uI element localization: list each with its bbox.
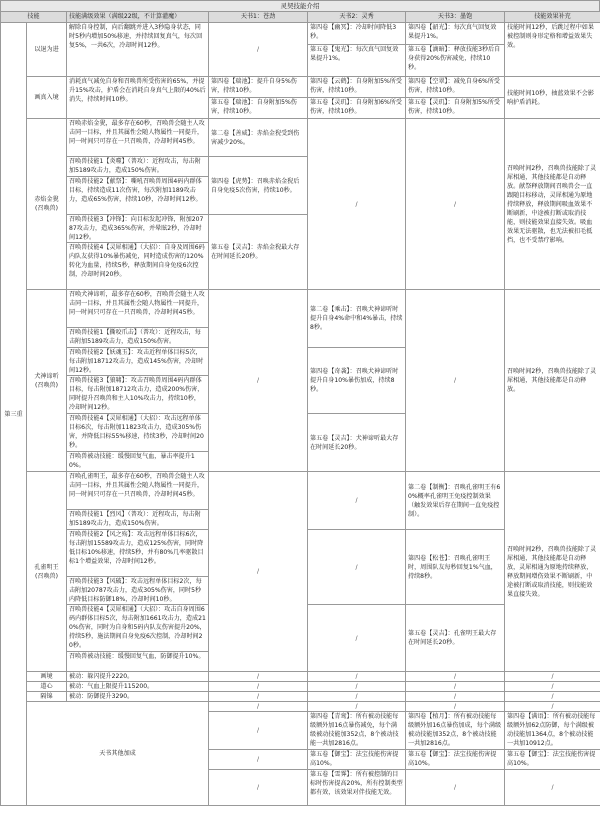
empty-cell: / (505, 702, 600, 712)
tianshu-1-cell: 第五卷【御宝】：法宝技能伤害提高10%。 (308, 750, 406, 770)
note-cell: 召唤时间2秒，召唤兽技能除了灵犀相通，其他技能都是自动释放。献祭释放期间召唤兽会一直跟随目标移动，灵犀相通为原地持续释放，释放期间吸血效果不断刷新，中途被打断或取消技能，则技能效果直接失效。吸血效果无法驱散，也无法被扣毛抵挡，也不受禁疗影响。 (505, 119, 600, 290)
page-title: 灵契技能介绍 (0, 0, 600, 11)
skill-name (27, 119, 67, 290)
empty-cell: / (406, 119, 505, 290)
skill-effect: 召唤孔雀明王，最多存在60秒，召唤兽会随主人攻击同一目标，并且其属性会随人物属性一同提升，同一时间只可存在一只召唤兽，冷却时间45秒。 (67, 472, 209, 510)
summon-skill: 召唤兽技能1【撕咬爪击】（普攻）：近程攻击，每击附加5189攻击力，造成150%伤害。 (67, 328, 209, 348)
header-skill: 技能 (1, 12, 67, 23)
empty-cell: / (209, 770, 308, 806)
skill-name-text: 赤焰金猊 (34, 196, 59, 203)
note-cell: 技能时间12秒，后跳过程中如果被控制则身形定格和增益效果失效。 (505, 23, 600, 77)
note-cell: 技能时间10秒，抽蓝效果不会影响护盾消耗。 (505, 77, 600, 119)
skill-effect: 被动：气血上限提升115200。 (67, 682, 209, 692)
table-row (1, 692, 600, 702)
tianshu-2-cell: 第四卷【云鹤】：自身附加5%所受伤害，持续10秒。 (308, 77, 406, 98)
skill-name: 以退为进 (27, 23, 67, 77)
skill-name-sub: (召唤兽) (34, 381, 59, 389)
empty-cell: / (406, 692, 505, 702)
tianshu-3-cell: 第四卷【韶光】：每次真气回复效果提升1%。 (406, 23, 505, 45)
note-cell: 召唤时间2秒，召唤兽技能除了灵犀相通，其他技能都是自动释放，灵犀相通为原地持续释放，释放期间增伤效果不断刷新，中途被打断或取消技能，则技能效果直接失效。 (505, 472, 600, 672)
empty-cell: / (308, 119, 406, 290)
skill-name-sub: (召唤兽) (34, 205, 59, 212)
empty-cell: / (308, 530, 406, 605)
tianshu-bonus-label: 天书其他加成 (27, 702, 209, 806)
tianshu-2-cell: 第五卷【灵吉】：犬神谛听最大存在时间延长20秒。 (308, 414, 406, 472)
empty-cell: / (308, 682, 406, 692)
summon-skill: 召唤兽技能3【风破】：攻击远程单体目标2次，每击附加20787攻击力，造成305%伤害，同时5秒内降低目标防御18%，冷却时间10秒。 (67, 577, 209, 605)
summon-skill: 召唤兽技能4【灵犀相通】（大招）：攻击远程单体目标6次，每击附加11823攻击力，造成305%伤害，并降低目标55%移速，持续3秒，冷却时间20秒。 (67, 414, 209, 452)
skill-name (27, 290, 67, 472)
header-tianshu-1: 天书1：苍劲 (209, 12, 308, 23)
summon-skill: 召唤兽技能1【炎噬】（普攻）：近程攻击，每击附加5189攻击力，造成150%伤害。 (67, 157, 209, 177)
skill-name-sub: (召唤兽) (34, 572, 59, 580)
skill-name-text: 犬神谛听 (34, 372, 59, 380)
header-tianshu-2: 天书2：灵秀 (308, 12, 406, 23)
note-cell: 召唤时间2秒，召唤兽技能除了灵犀相通，其他技能都是自动释放。 (505, 290, 600, 472)
summon-skill: 召唤兽技能2【风之殇】：攻击远程单体目标6次，每击附加15589攻击力，造成125%伤害，同时降低目标10%移速，持续5秒，并有80%几率驱散目标1个增益效果，冷却时间12秒。 (67, 530, 209, 577)
tianshu-2-cell: 第二卷【乘击】：召唤犬神谛听时提升自身4%命中和4%暴击，持续8秒。 (308, 290, 406, 348)
empty-cell: / (308, 692, 406, 702)
empty-cell: / (406, 290, 505, 472)
empty-cell: / (308, 672, 406, 682)
table-row (1, 77, 600, 98)
tianshu-1-cell: 第五卷【瑞池】：自身附加5%伤害，持续10秒。 (209, 98, 308, 119)
tianshu-3-cell: 第二卷【制衡】：召唤孔雀明王有60%概率孔雀明王免疫控制效果（触发效果后存在期间一直免疫控制）。 (406, 472, 505, 530)
empty-cell: / (209, 712, 308, 750)
table-row (1, 672, 600, 682)
tianshu-2-cell: 第五卷【御宝】：法宝技能伤害提高10%。 (406, 750, 505, 770)
tianshu-3-cell: 第四卷【空翠】：减免自身6%所受伤害，持续10秒。 (406, 77, 505, 98)
empty-cell: / (209, 692, 308, 702)
tianshu-3-cell: 第四卷【松苍】：召唤孔雀明王时，周围队友每秒回复1%气血，持续8秒。 (406, 530, 505, 605)
skill-name: 画真入境 (27, 77, 67, 119)
tianshu-2-cell: 第四卷【幽冥】：冷却时间降低3秒。 (308, 23, 406, 45)
skill-effect: 解除自身控制，向后翻跳并进入3秒隐身状态，同时5秒内增加50%移速，并持续回复真气，每次回复5%，一共6次，冷却时间12秒。 (67, 23, 209, 77)
tianshu-3-cell: 第五卷【滴暗】：释放技能3秒后自身获得20%伤害减免，持续10秒。 (406, 45, 505, 77)
summon-skill: 召唤兽被动技能：缓慢回复气血，暴击率提升10%。 (67, 452, 209, 472)
summon-skill: 召唤兽技能2【妖魂玉】：攻击近程单体目标5次，每击附加18712攻击力，造成145%伤害，冷却时间12秒。 (67, 348, 209, 376)
tianshu-2-cell: 第四卷【奇袭】：召唤犬神谛听时提升自身10%暴伤加成，持续8秒。 (308, 348, 406, 414)
skill-name: 画境 (27, 672, 67, 682)
summon-skill: 召唤兽技能1【烈风】（普攻）：近程攻击，每击附加5189攻击力，造成150%伤害。 (67, 510, 209, 530)
summon-skill: 召唤兽技能3【冲锋】：向目标发起冲锋，附加20787攻击力，造成365%伤害，并晕眩2秒，冷却时间12秒。 (67, 215, 209, 243)
header-tianshu-3: 天书3：墨饱 (406, 12, 505, 23)
skill-name: 道心 (27, 682, 67, 692)
empty-cell: / (406, 770, 505, 806)
empty-cell: / (209, 682, 308, 692)
empty-cell: / (406, 682, 505, 692)
empty-cell: / (209, 702, 308, 712)
tianshu-1-cell: 第四卷【虎势】：召唤赤焰金猊后自身免疫5次伤害，持续10秒。 (209, 157, 308, 215)
empty-cell: / (308, 605, 406, 672)
tianshu-1-cell: 第四卷【青鸾】：所有被动技能每级额外加16点暴伤减免，每个满级被动技能加352点，8个被动技能一共加2816点。 (308, 712, 406, 750)
skill-effect: 被动：防御提升3290。 (67, 692, 209, 702)
skill-effect: 被动：躲闪提升2220。 (67, 672, 209, 682)
tianshu-1-cell: 第四卷【瑞池】：提升自身5%伤害，持续10秒。 (209, 77, 308, 98)
tianshu-1-cell: 第五卷【雪霁】：所有被控制的目标时伤害提高20%，所有控制类型都有效，该效果对伴技能无效。 (308, 770, 406, 806)
empty-cell: / (308, 472, 406, 530)
empty-cell: / (209, 750, 308, 770)
tianshu-3-cell: 第五卷【御宝】：法宝技能伤害提高10%。 (505, 750, 600, 770)
skill-effect: 消耗真气减免自身和召唤兽所受伤害的65%，并提升15%攻击，护盾会在消耗自身真气上限的40%后消失，持续时间10秒。 (67, 77, 209, 119)
empty-cell: / (505, 770, 600, 806)
tianshu-1-cell: 第五卷【灵吉】：赤焰金猊最大存在时间延长20秒。 (209, 215, 308, 290)
empty-cell: / (209, 472, 308, 672)
empty-cell: / (505, 692, 600, 702)
skill-effect: 召唤赤焰金猊，最多存在60秒，召唤兽会随主人攻击同一目标，并且其属性会随人物属性一同提升，同一时间只可存在一只召唤兽，冷却时间45秒。 (67, 119, 209, 157)
tianshu-1-cell: 第二卷【善威】：赤焰金猊受到伤害减少20%。 (209, 119, 308, 157)
empty-cell: / (406, 702, 505, 712)
summon-skill: 召唤兽技能4【灵犀相通】（大招）：自身及周围6码内队友获得10%暴伤减免，同时造成伤害的120%转化为血量，持续5秒，释放期间自身免疫6次控制，冷却时间20秒。 (67, 243, 209, 290)
header-note: 技能效果补充 (505, 12, 600, 23)
summon-skill: 召唤兽被动技能：缓慢回复气血，防御提升10%。 (67, 652, 209, 672)
empty-cell: / (505, 682, 600, 692)
tianshu-3-cell: 第五卷【灵吉】：孔雀明王最大存在时间延长20秒。 (406, 605, 505, 672)
header-effect: 技能满级效果（满级22级，不计算灌魔） (67, 12, 209, 23)
summon-skill: 召唤兽技能3【狼啸】：攻击召唤兽周围4码内群体目标，每击附加18712攻击力，造成200%伤害，同时提升召唤兽和主人10%攻击力，持续10秒，冷却时间12秒。 (67, 376, 209, 414)
table-row (1, 682, 600, 692)
empty-cell: / (209, 23, 308, 77)
summon-skill: 召唤兽技能4【灵犀相通】（大招）：攻击自身周围6码内群体目标5次，每击附加1661攻击力，造成210%伤害，同时为自身和5码内队友伤害提升20%，持续5秒，施法期间自身免疫6次控制，冷却时间20秒。 (67, 605, 209, 652)
tianshu-3-cell: 第五卷【灵玑】：自身附加5%所受伤害，持续10秒。 (406, 98, 505, 119)
group-label: 第三重 (1, 23, 27, 806)
empty-cell: / (308, 702, 406, 712)
empty-cell: / (505, 672, 600, 682)
table-row (1, 23, 600, 45)
summon-skill: 召唤兽技能2【献祭】：嘶吼召唤兽周围4码内群体目标，持续造成11次伤害，每次附加1189攻击力，造成65%伤害，持续10秒，冷却时间12秒。 (67, 177, 209, 215)
table-row (1, 702, 600, 712)
empty-cell: / (209, 672, 308, 682)
table-row (1, 119, 600, 157)
skill-effect: 召唤犬神谛听，最多存在60秒，召唤兽会随主人攻击同一目标，并且其属性会随人物属性一同提升，同一时间只可存在一只召唤兽，冷却时间45秒。 (67, 290, 209, 328)
skill-name: 隔锦 (27, 692, 67, 702)
tianshu-2-cell: 第五卷【鬼光】：每次真气回复效果提升1%。 (308, 45, 406, 77)
header-row (1, 12, 600, 23)
skill-name (27, 472, 67, 672)
empty-cell: / (209, 290, 308, 472)
tianshu-2-cell: 第四卷【植月】：所有被动技能每级额外加16点暴伤加成，每个满级被动技能加352点，8个被动技能一共加2816点。 (406, 712, 505, 750)
table-row (1, 290, 600, 328)
empty-cell: / (406, 672, 505, 682)
tianshu-2-cell: 第五卷【灵玑】：自身附加6%所受伤害，持续10秒。 (308, 98, 406, 119)
skill-table (0, 11, 600, 806)
table-row (1, 472, 600, 510)
tianshu-3-cell: 第四卷【满语】：所有被动技能每级额外加62点防御，每个满级被动技能加1364点，8个被动技能一共加10912点。 (505, 712, 600, 750)
skill-name-text: 孔雀明王 (34, 563, 59, 571)
